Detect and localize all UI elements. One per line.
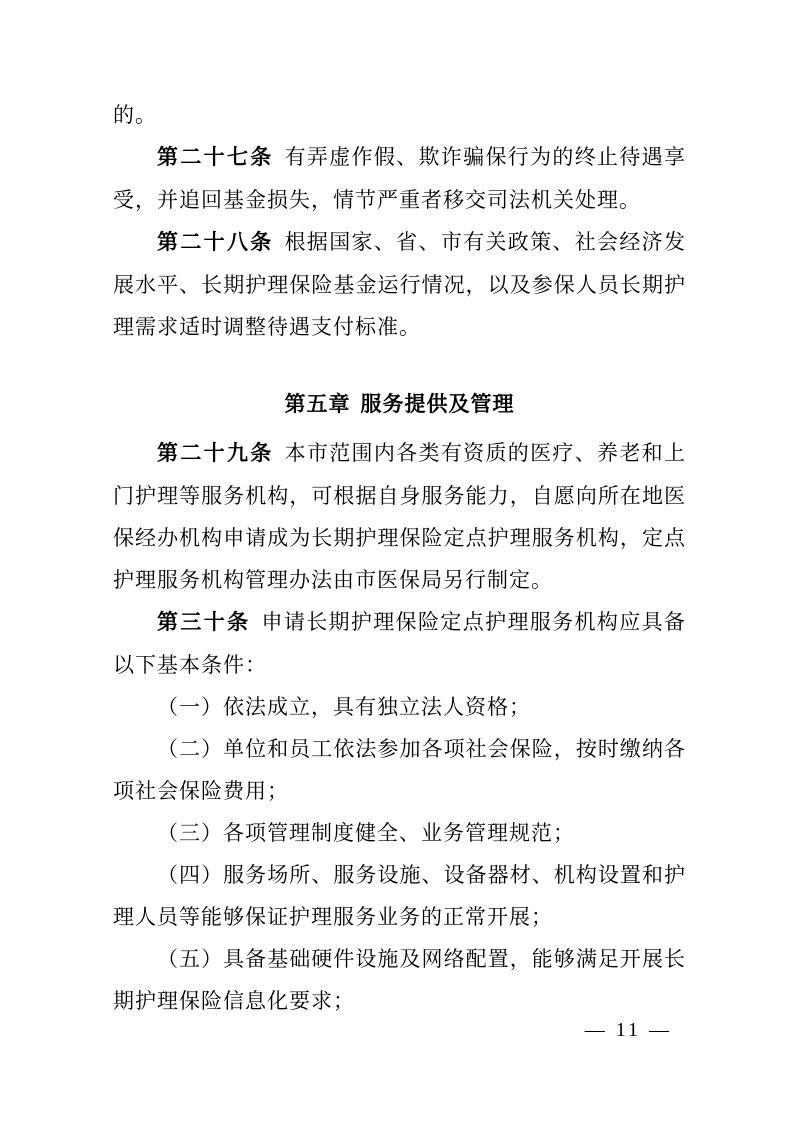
page-number: — 11 — — [584, 1019, 672, 1041]
condition-item-3: （三）各项管理制度健全、业务管理规范； — [157, 821, 575, 845]
chapter-title: 服务提供及管理 — [360, 393, 515, 416]
article-28 — [113, 221, 686, 348]
condition-item-2: （二）单位和员工依法参加各项社会保险，按时缴纳各项社会保险费用； — [113, 737, 686, 803]
article-27-text: 有弄虚作假、欺诈骗保行为的终止待遇享受，并追回基金损失，情节严重者移交司法机关处理。 — [113, 145, 687, 212]
article-29 — [113, 432, 686, 601]
document-body — [113, 94, 686, 1022]
condition-item-1: （一）依法成立，具有独立法人资格； — [157, 695, 531, 719]
article-27 — [113, 136, 686, 221]
article-29-text: 本市范围内各类有资质的医疗、养老和上门护理等服务机构，可根据自身服务能力，自愿向所在地医保经办机构申请成为长期护理保险定点护理服务机构，定点护理服务机构管理办法由市医保局另行制定。 — [113, 441, 687, 592]
article-28-term: 第二十八条 — [157, 231, 274, 254]
article-30-text: 申请长期护理保险定点护理服务机构应具备以下基本条件： — [113, 610, 687, 677]
article-29-term: 第二十九条 — [157, 442, 274, 465]
condition-item-5: （五）具备基础硬件设施及网络配置，能够满足开展长期护理保险信息化要求； — [113, 947, 686, 1013]
chapter-heading — [113, 384, 686, 426]
condition-item-4: （四）服务场所、服务设施、设备器材、机构设置和护理人员等能够保证护理服务业务的正常开展； — [113, 863, 686, 929]
paragraph-continuation: 的。 — [113, 103, 157, 127]
article-30-term: 第三十条 — [157, 611, 251, 634]
chapter-number: 第五章 — [284, 393, 351, 416]
article-30 — [113, 601, 686, 686]
article-27-term: 第二十七条 — [157, 146, 274, 169]
article-28-text: 根据国家、省、市有关政策、社会经济发展水平、长期护理保险基金运行情况，以及参保人员长期护理需求适时调整待遇支付标准。 — [113, 230, 687, 339]
